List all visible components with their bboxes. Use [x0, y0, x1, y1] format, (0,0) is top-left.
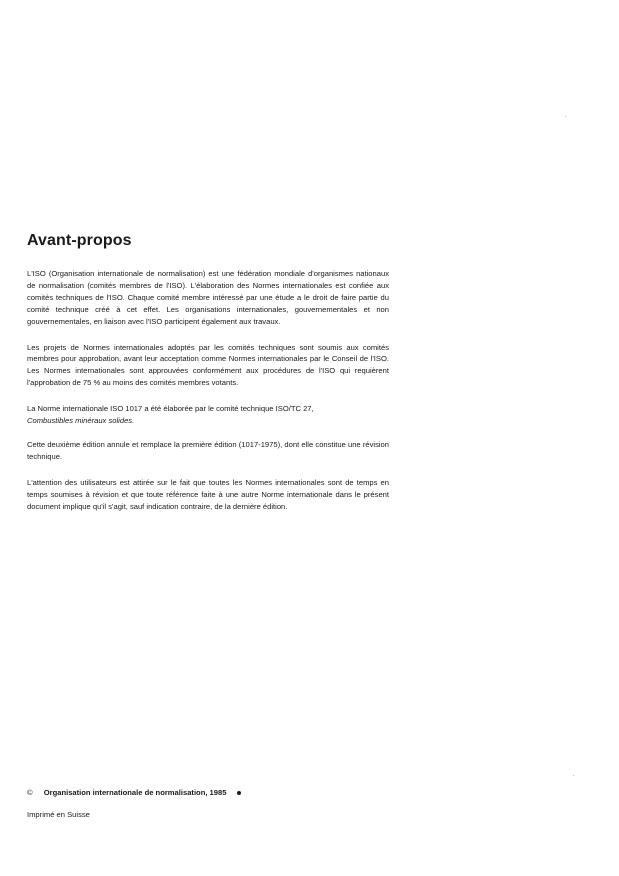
paragraph-committee [27, 403, 389, 427]
copyright-symbol: © [27, 788, 33, 797]
paragraph-revision-notice: L'attention des utilisateurs est attirée sur le fait que toutes les Normes internationales sont de temps en temps soumises à révision et que toute référence faite à une autre Norme internationale dans le présent document implique qu'il s'agit, sauf indication contraire, de la dernière édition. [27, 477, 389, 511]
page-title: Avant-propos [27, 232, 132, 249]
scan-speck [573, 775, 574, 776]
printed-in: Imprimé en Suisse [27, 810, 90, 819]
bullet-icon [237, 791, 241, 795]
copyright-text: Organisation internationale de normalisation, 1985 [43, 788, 227, 797]
committee-subject: Combustibles minéraux solides. [27, 416, 135, 426]
paragraph-approval: Les projets de Normes internationales adoptés par les comités techniques sont soumis aux comités membres pour approbation, avant leur acceptation comme Normes internationales par le Conseil de l'ISO. Les Normes internationales sont approuvées conformément aux procédures de l'ISO qui requièrent l'approbation de 75 % au moins des comités membres votants. [27, 342, 389, 388]
paragraph-iso-intro: L'ISO (Organisation internationale de normalisation) est une fédération mondiale d'organismes nationaux de normalisation (comités membres de l'ISO). L'élaboration des Normes internationales est confiée aux comités techniques de l'ISO. Chaque comité membre intéressé par une étude a le droit de faire partie du comité technique créé à cet effet. Les organisations internationales, gouvernementales et non gouvernementales, en liaison avec l'ISO participent également aux travaux. [27, 269, 389, 326]
scan-speck [565, 116, 566, 117]
foreword-body [27, 268, 389, 527]
paragraph-edition: Cette deuxième édition annule et remplace la première édition (1017-1975), dont elle constitue une révision technique. [27, 439, 389, 461]
committee-line: La Norme internationale ISO 1017 a été élaborée par le comité technique ISO/TC 27, [27, 404, 314, 414]
copyright-line [27, 788, 241, 797]
